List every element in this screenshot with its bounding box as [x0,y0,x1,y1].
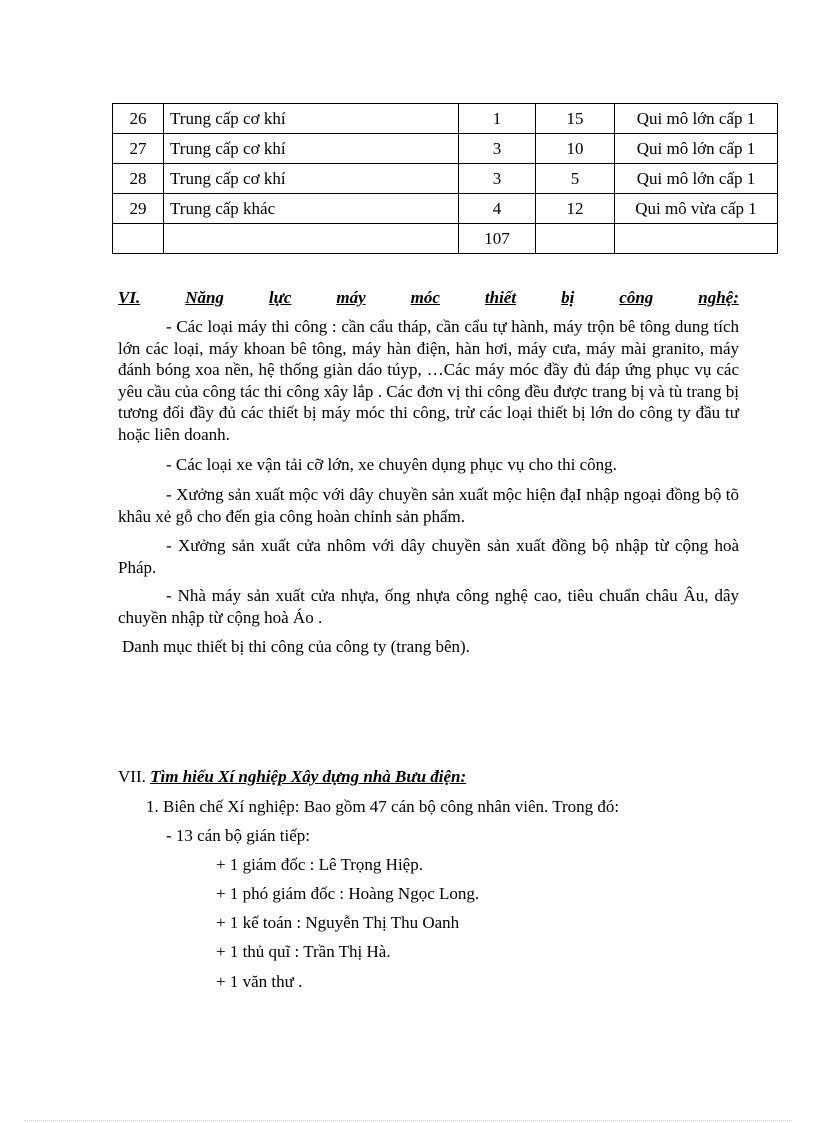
scale-cell: Qui mô lớn cấp 1 [615,104,778,134]
row-number [113,224,164,254]
staff-accountant: + 1 kế toán : Nguyễn Thị Thu Oanh [216,913,460,932]
total-count-cell: 107 [459,224,536,254]
staff-deputy-director: + 1 phó giám đốc : Hoàng Ngọc Long. [216,884,480,903]
heading-word: máy [336,288,366,307]
table-row [113,134,778,164]
qualification-name: Trung cấp cơ khí [164,164,459,194]
staff-director: + 1 giám đốc : Lê Trọng Hiệp. [216,855,423,874]
heading-word: bị [561,288,575,307]
staff-clerk: + 1 văn thư . [216,972,303,991]
count-cell: 3 [459,164,536,194]
years-cell: 5 [536,164,615,194]
section-6-heading [118,288,739,308]
row-number: 28 [113,164,164,194]
section-7-number: VII. [118,767,146,786]
heading-word: nghệ: [698,288,739,307]
count-cell: 4 [459,194,536,224]
table-total-row [113,224,778,254]
scale-cell: Qui mô lớn cấp 1 [615,134,778,164]
qualification-name: Trung cấp khác [164,194,459,224]
row-number: 27 [113,134,164,164]
heading-word: Năng [185,288,224,307]
qualification-name: Trung cấp cơ khí [164,104,459,134]
table-row [113,104,778,134]
count-cell: 3 [459,134,536,164]
table-row [113,164,778,194]
scale-cell: Qui mô vừa cấp 1 [615,194,778,224]
qualification-name [164,224,459,254]
equipment-list-note: Danh mục thiết bị thi công của công ty (trang bên). [122,637,470,656]
staffing-item: 1. Biên chế Xí nghiệp: Bao gồm 47 cán bộ công nhân viên. Trong đó: [146,797,620,816]
qualification-name: Trung cấp cơ khí [164,134,459,164]
count-cell: 1 [459,104,536,134]
years-cell: 10 [536,134,615,164]
heading-word: công [619,288,654,307]
section-7-title: Tìm hiểu Xí nghiệp Xây dựng nhà Bưu điện: [150,767,467,786]
years-cell: 15 [536,104,615,134]
section-7-heading [118,766,466,787]
indirect-staff-line: - 13 cán bộ gián tiếp: [166,826,310,845]
row-number: 26 [113,104,164,134]
aluminum-paragraph: - Xưởng sản xuất cửa nhôm với dây chuyền sản xuất đồng bộ nhập từ cộng hoà Pháp. [118,536,739,577]
heading-word: VI. [118,288,141,307]
woodwork-paragraph: - Xưởng sản xuất mộc với dây chuyền sản xuất mộc hiện đạI nhập ngoại đồng bộ tõ khâu xẻ gỗ cho đến gia công hoàn chỉnh sản phẩm. [118,485,739,526]
staff-treasurer: + 1 thủ quĩ : Trần Thị Hà. [216,942,391,961]
vehicles-paragraph: - Các loại xe vận tải cỡ lớn, xe chuyên dụng phục vụ cho thi công. [166,455,617,474]
heading-word: lực [268,288,292,307]
heading-word: móc [410,288,440,307]
row-number: 29 [113,194,164,224]
equipment-paragraph: - Các loại máy thi công : cần cẩu tháp, cần cẩu tự hành, máy trộn bê tông dung tích lớn các loại, máy khoan bê tông, máy hàn điện, hàn hơi, máy cưa, máy mài granito, máy đánh bóng xoa nền, hệ thống giàn dáo túyp, …Các máy móc đầy đủ đáp ứng phục vụ các yêu cầu của công tác thi công xây lắp . Các đơn vị thi công đều được trang bị và tù trang bị tương đối đầy đủ các thiết bị máy móc thi công, trừ các loại thiết bị lớn do công ty đầu tư hoặc liên doanh. [118,317,739,444]
plastic-paragraph: - Nhà máy sản xuất cửa nhựa, ống nhựa công nghệ cao, tiêu chuẩn châu Âu, dây chuyền nhập từ cộng hoà Áo . [118,586,739,627]
scale-cell [615,224,778,254]
page-bottom-rule [24,1120,792,1121]
years-cell [536,224,615,254]
years-cell: 12 [536,194,615,224]
heading-word: thiết [484,288,517,307]
statistics-table [112,103,778,254]
table-row [113,194,778,224]
scale-cell: Qui mô lớn cấp 1 [615,164,778,194]
